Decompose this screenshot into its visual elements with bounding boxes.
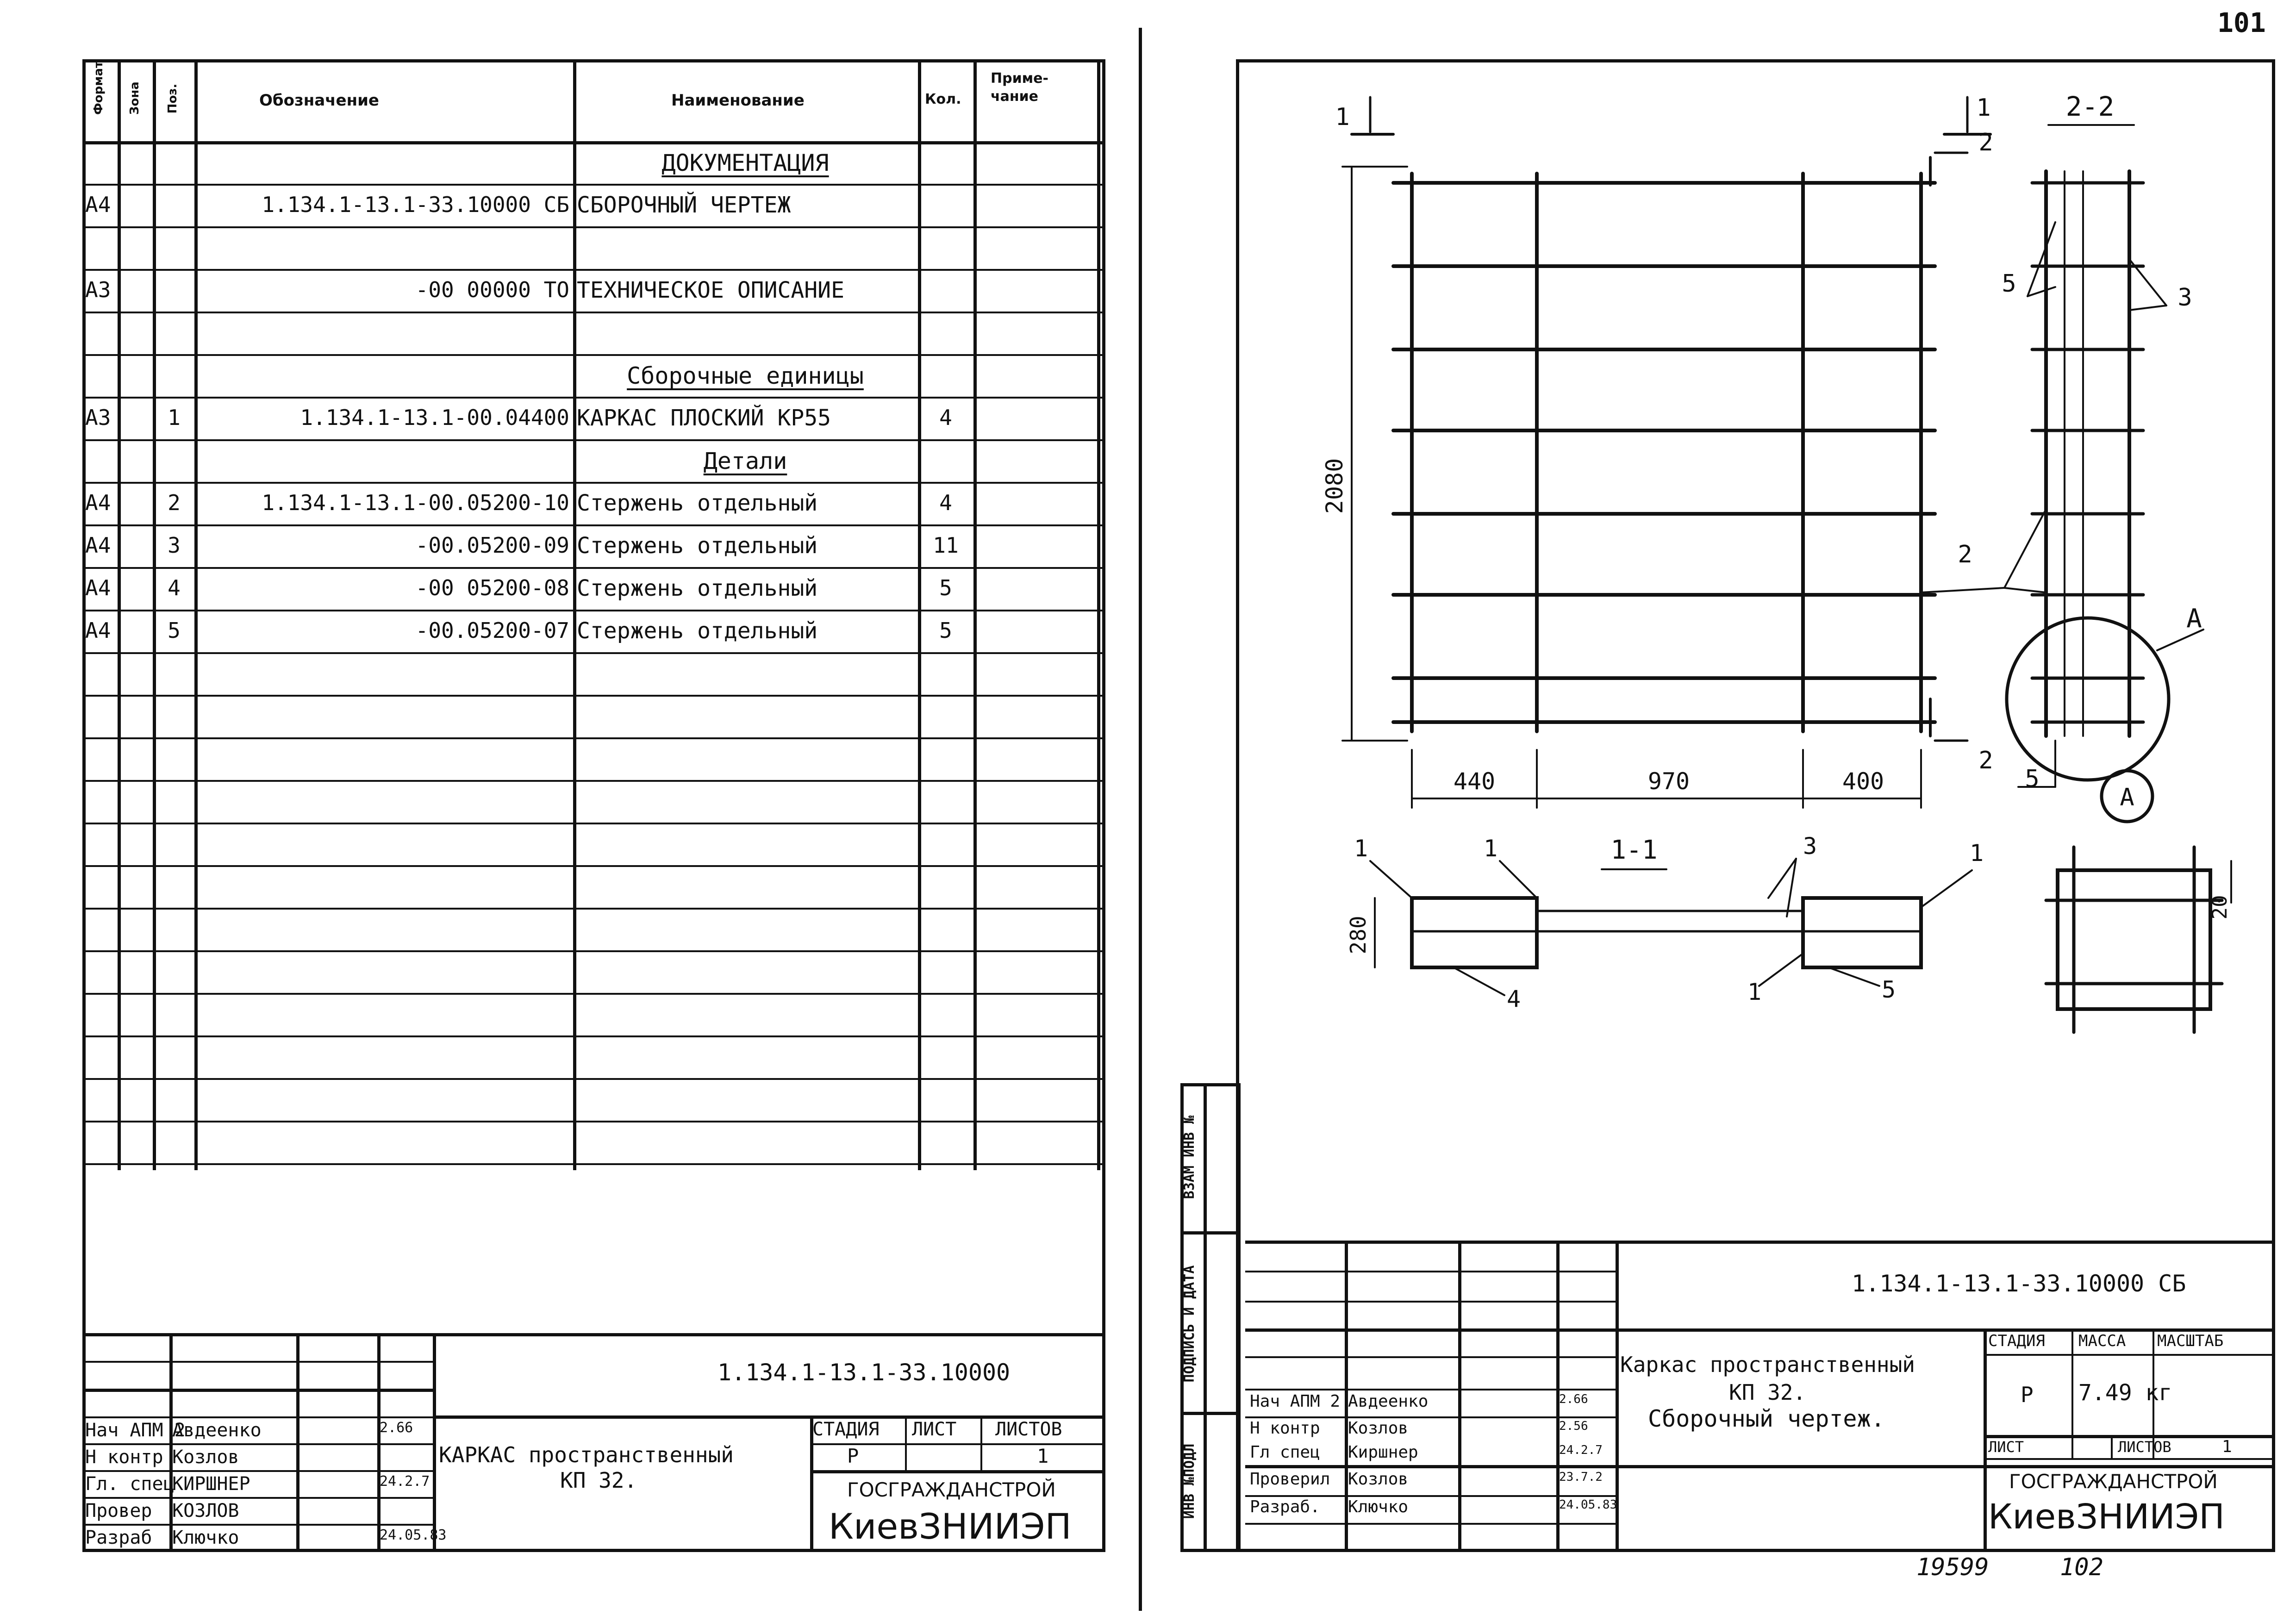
ltb-stage: Р xyxy=(847,1445,859,1467)
leader xyxy=(2129,306,2166,310)
sheet-number: 102 xyxy=(2060,1553,2103,1581)
rtb-person-role: Нач АПМ 2 xyxy=(1250,1392,1341,1411)
spec-cell-name: Стержень отдельный xyxy=(577,618,818,644)
ltb-person-date: 24.05.83 xyxy=(380,1527,447,1543)
rtb-person-name: Ключко xyxy=(1348,1497,1409,1516)
leader xyxy=(1370,861,1412,898)
leader xyxy=(1787,859,1796,917)
ltb-org1: ГОСГРАЖДАНСТРОЙ xyxy=(847,1478,1056,1501)
rtb-person-role: Н контр xyxy=(1250,1419,1320,1438)
leader xyxy=(2004,588,2046,592)
ltb-title2: КП 32. xyxy=(560,1468,637,1493)
spec-cell-format: А4 xyxy=(85,192,111,217)
rtb-title1: Каркас пространственный xyxy=(1620,1352,1915,1377)
spec-cell-format: А4 xyxy=(85,533,111,558)
spec-cell-name: Стержень отдельный xyxy=(577,533,818,559)
rtb-sheet-label: ЛИСТ xyxy=(1988,1438,2024,1456)
leader xyxy=(1768,859,1796,898)
ltb-sheets: 1 xyxy=(1037,1445,1049,1467)
spec-header-format: Формат xyxy=(92,61,106,115)
rtb-sheets-label: ЛИСТОВ xyxy=(2118,1438,2171,1456)
rtb-org1: ГОСГРАЖДАНСТРОЙ xyxy=(2009,1470,2218,1493)
ltb-person-role: Нач АПМ 2 xyxy=(85,1420,186,1441)
callout-3b: 3 xyxy=(1803,833,1817,860)
spec-cell-designation: -00 00000 ТО xyxy=(415,277,569,302)
spec-cell-qty: 4 xyxy=(939,405,952,430)
spec-cell-pos: 1 xyxy=(168,405,181,430)
rtb-person-role: Проверил xyxy=(1250,1470,1330,1489)
spec-cell-qty: 5 xyxy=(939,618,952,643)
callout-2b: 2 xyxy=(1978,747,1993,774)
rtb-mass-label: МАССА xyxy=(2078,1332,2126,1350)
ltb-person-name: Авдеенко xyxy=(172,1420,262,1441)
callout-2a: 2 xyxy=(1978,129,1993,156)
spec-cell-qty: 4 xyxy=(939,490,952,515)
spec-cell-name: ДОКУМЕНТАЦИЯ xyxy=(661,150,829,176)
page-number: 101 xyxy=(2217,7,2266,38)
spec-cell-designation: 1.134.1-13.1-00.04400 xyxy=(300,405,569,430)
spec-cell-format: А3 xyxy=(85,277,111,302)
spec-cell-format: А4 xyxy=(85,575,111,600)
dim-w3: 400 xyxy=(1842,768,1884,795)
rtb-title3: Сборочный чертеж. xyxy=(1648,1405,1885,1432)
archive-number: 19599 xyxy=(1916,1553,1989,1581)
rtb-person-date: 24.2.7 xyxy=(1559,1443,1603,1457)
spec-header-pos: Поз. xyxy=(166,83,180,114)
node-detail-box xyxy=(2058,870,2210,1009)
dim-height: 2080 xyxy=(1321,458,1348,514)
ltb-person-name: Козлов xyxy=(172,1447,239,1468)
spec-cell-designation: 1.134.1-13.1-33.10000 СБ xyxy=(262,192,569,217)
leader xyxy=(1454,967,1504,995)
spec-cell-qty: 5 xyxy=(939,575,952,600)
rtb-stage: Р xyxy=(2021,1382,2034,1407)
spec-cell-pos: 3 xyxy=(168,533,181,558)
spec-cell-name: ТЕХНИЧЕСКОЕ ОПИСАНИЕ xyxy=(577,277,844,303)
section-box-right xyxy=(1803,898,1921,967)
spec-cell-designation: -00 05200-08 xyxy=(415,575,569,600)
view-label-1b: 1 xyxy=(1976,94,1991,122)
ltb-person-role: Провер xyxy=(85,1500,152,1521)
node-label-a: А xyxy=(2186,604,2202,634)
ltb-person-name: КОЗЛОВ xyxy=(172,1500,239,1521)
ltb-person-date: 24.2.7 xyxy=(380,1473,430,1490)
leader xyxy=(1921,870,1972,907)
rtb-person-name: Киршнер xyxy=(1348,1443,1418,1462)
rtb-line xyxy=(1245,1271,1616,1272)
spec-cell-designation: -00.05200-07 xyxy=(415,618,569,643)
rtb-person-name: Козлов xyxy=(1348,1470,1409,1489)
side-stamp-line xyxy=(1204,1083,1207,1552)
callout-5b: 5 xyxy=(2025,765,2040,793)
rtb-line xyxy=(1458,1241,1461,1552)
rtb-person-date: 24.05.83 xyxy=(1559,1498,1617,1512)
rtb-org2: КиевЗНИИЭП xyxy=(1988,1497,2225,1537)
rtb-title2: КП 32. xyxy=(1729,1380,1806,1405)
ltb-person-date: 2.66 xyxy=(380,1420,413,1436)
rtb-line xyxy=(1984,1458,2275,1460)
rtb-line xyxy=(1245,1356,1616,1358)
spec-cell-format: А3 xyxy=(85,405,111,430)
spec-cell-format: А4 xyxy=(85,490,111,515)
rtb-stage-label: СТАДИЯ xyxy=(1988,1332,2045,1350)
section-box-left xyxy=(1412,898,1537,967)
callout-5c: 5 xyxy=(1881,976,1896,1003)
rtb-person-date: 2.66 xyxy=(1559,1392,1588,1406)
rtb-line xyxy=(1245,1328,2275,1332)
leader xyxy=(2028,222,2055,296)
rtb-line xyxy=(2071,1328,2073,1458)
spec-cell-name: Стержень отдельный xyxy=(577,490,818,516)
callout-4: 4 xyxy=(1506,985,1521,1012)
rtb-top xyxy=(1245,1241,2275,1244)
stamp-vzam: ВЗАМ ИНВ № xyxy=(1181,1115,1198,1199)
ltb-title1: КАРКАС пространственный xyxy=(439,1442,734,1467)
spec-cell-format: А4 xyxy=(85,618,111,643)
rtb-mass: 7.49 кг xyxy=(2078,1380,2172,1406)
spec-cell-name: СБОРОЧНЫЙ ЧЕРТЕЖ xyxy=(577,192,791,218)
ltb-person-role: Н контр xyxy=(85,1447,163,1468)
ltb-org2: КиевЗНИИЭП xyxy=(829,1506,1072,1547)
callout-1d: 1 xyxy=(1747,979,1762,1005)
spec-header-note: Приме-чание xyxy=(991,70,1048,105)
spec-cell-qty: 11 xyxy=(933,533,959,558)
callout-2c: 2 xyxy=(1958,541,1972,568)
dim-gap: 20 xyxy=(2208,895,2232,920)
rtb-person-name: Козлов xyxy=(1348,1419,1409,1438)
rtb-scale-label: МАСШТАБ xyxy=(2157,1332,2224,1350)
rtb-line xyxy=(2111,1435,2113,1458)
ltb-person-role: Гл. спец xyxy=(85,1473,175,1495)
spec-header-designation: Обозначение xyxy=(259,91,379,110)
view-label-2-2: 2-2 xyxy=(2065,91,2115,122)
stamp-inv: ИНВ №ПОДЛ xyxy=(1181,1443,1198,1519)
spec-header-qty: Кол. xyxy=(925,91,961,107)
spec-header-name: Наименование xyxy=(671,91,805,110)
rtb-line xyxy=(1245,1495,1616,1497)
rtb-person-name: Авдеенко xyxy=(1348,1392,1429,1411)
rtb-line xyxy=(1245,1416,1616,1418)
ltb-stage-label: СТАДИЯ xyxy=(812,1419,880,1440)
leader xyxy=(2028,287,2055,296)
leader xyxy=(2004,509,2046,588)
spec-cell-designation: 1.134.1-13.1-00.05200-10 xyxy=(262,490,569,515)
rtb-line xyxy=(1345,1241,1348,1552)
leader xyxy=(1500,861,1537,898)
ltb-person-name: КИРШНЕР xyxy=(172,1473,250,1495)
spec-cell-name: Сборочные единицы xyxy=(627,362,864,389)
rtb-person-date: 23.7.2 xyxy=(1559,1470,1603,1484)
rtb-person-role: Гл спец xyxy=(1250,1443,1320,1462)
spec-cell-pos: 2 xyxy=(168,490,181,515)
dim-w1: 440 xyxy=(1453,768,1496,795)
rtb-line xyxy=(1245,1523,1616,1525)
node-a-bubble-label: А xyxy=(2120,784,2134,811)
leader xyxy=(1759,954,1803,986)
rtb-line xyxy=(1245,1389,1616,1391)
spec-cell-name: Детали xyxy=(703,448,787,474)
dim-w2: 970 xyxy=(1647,768,1690,795)
leader xyxy=(1921,588,2004,592)
ltb-person-role: Разраб xyxy=(85,1527,152,1548)
callout-1c: 1 xyxy=(1969,840,1984,867)
spec-cell-name: КАРКАС ПЛОСКИЙ КР55 xyxy=(577,405,831,431)
node-a-circle xyxy=(2007,618,2169,780)
ltb-code: 1.134.1-13.1-33.10000 xyxy=(718,1359,1011,1386)
spec-cell-pos: 5 xyxy=(168,618,181,643)
side-stamp-line xyxy=(1180,1231,1241,1235)
rtb-person-date: 2.56 xyxy=(1559,1419,1588,1433)
rtb-line xyxy=(1984,1328,1987,1552)
rtb-sheets: 1 xyxy=(2222,1437,2232,1456)
spec-header-zone: Зона xyxy=(128,81,142,115)
dim-depth: 280 xyxy=(1346,916,1371,954)
rtb-line xyxy=(1245,1301,1616,1303)
rtb-line xyxy=(1245,1465,2275,1468)
callout-1b: 1 xyxy=(1483,835,1498,862)
view-label-1: 1 xyxy=(1335,103,1350,131)
rtb-code: 1.134.1-13.1-33.10000 СБ xyxy=(1852,1270,2186,1297)
ltb-sheets-label: ЛИСТОВ xyxy=(995,1419,1062,1440)
leader xyxy=(2129,259,2166,306)
rtb-person-role: Разраб. xyxy=(1250,1497,1320,1516)
stamp-podpis: ПОДПИСЬ И ДАТА xyxy=(1181,1265,1198,1383)
spec-cell-pos: 4 xyxy=(168,575,181,600)
callout-3a: 3 xyxy=(2177,284,2192,312)
spec-cell-name: Стержень отдельный xyxy=(577,575,818,601)
spec-cell-designation: -00.05200-09 xyxy=(415,533,569,558)
callout-5a: 5 xyxy=(2002,270,2016,298)
section-label-1-1: 1-1 xyxy=(1610,835,1658,865)
callout-1a: 1 xyxy=(1354,835,1368,862)
ltb-sheet-label: ЛИСТ xyxy=(912,1419,957,1440)
leader xyxy=(1828,967,1879,986)
rtb-line xyxy=(1984,1354,2275,1356)
ltb-person-name: Ключко xyxy=(172,1527,239,1548)
